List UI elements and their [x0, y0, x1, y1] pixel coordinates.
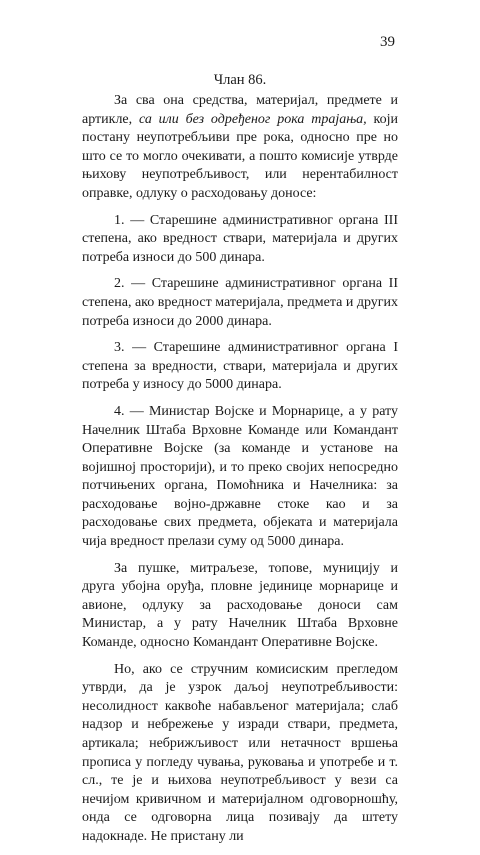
page-number: 39	[380, 34, 395, 50]
item-4-paragraph: 4. — Министар Војске и Морнарице, а у рату Начелник Штаба Врховне Команде или Командант Оперативне Војске (за команде и установе на војишној просторији), и то преко својих непосредно потчињених органа, Помоћника и Начелника: за расходовање војно-државне стоке као и за расходовање свих предмета, објеката и материјала чија вредност прелази суму од 5000 динара.	[82, 403, 398, 550]
weapons-paragraph: За пушке, митраљезе, топове, муницију и друга убојна оруђа, пловне јединице морнарице и авионе, одлуку за расходовање доноси сам Министар, а у рату Начелник Штаба Врховне Команде, односно Командант Оперативне Војске.	[82, 560, 398, 651]
item-1-paragraph: 1. — Старешине административног органа III степена, ако вредност ствари, материјала и других потреба износи до 500 динара.	[82, 212, 398, 265]
final-paragraph: Но, ако се стручним комисиским прегледом утврди, да је узрок даљој неупотребљивости: несолидност каквоће набављеног материјала; слаб надзор и небрежење у изради ствари, предмета, артикала; небрижљивост или нетачност вршења прописа у погледу чувања, руковања и употребе и т. сл., те је и њихова неупотребљивост у вези са нечијом кривичном и материјалном одговорношћу, онда се одговорна лица позивају да штету надокнаде. Не пристану ли	[82, 661, 398, 844]
article-title: Члан 86.	[213, 72, 267, 88]
article-body	[82, 92, 398, 855]
intro-text-italic: са или без одређеног рока трајања,	[138, 111, 367, 127]
item-2-paragraph: 2. — Старешине административног органа II степена, ако вредност материјала, предмета и других потреба износи до 2000 динара.	[82, 276, 398, 329]
item-3-paragraph: 3. — Старешине административног органа I степена за вредности, ствари, материјала и других потреба у износу до 5000 динара.	[82, 340, 398, 393]
intro-paragraph	[82, 92, 398, 204]
intro-text-after: који постану неупотребљиви пре рока, односно пре но што се то могло очекивати, а пошто комисије утврде њихову неупотребљивост, или нерентабилност оправке, одлуку о расходовању доносе:	[82, 111, 398, 201]
intro-text-before: За сва она средства, материјал, предмете и артикле,	[82, 93, 398, 127]
